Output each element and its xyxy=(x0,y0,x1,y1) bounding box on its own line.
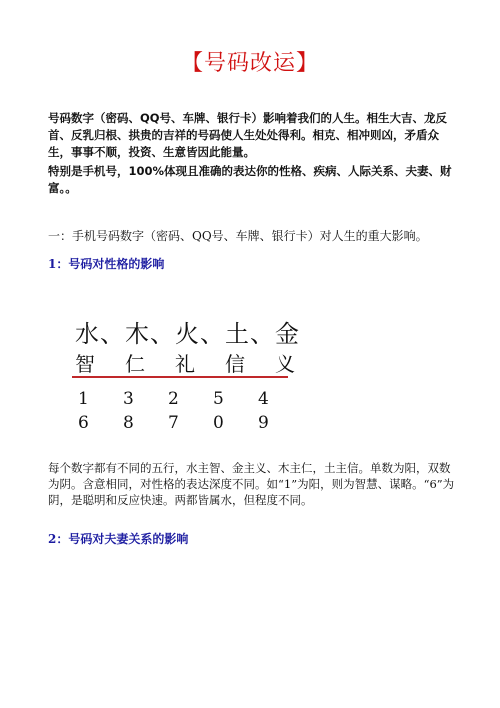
subheading-marriage: 2：号码对夫妻关系的影响 xyxy=(48,532,189,546)
number-cell: 5 xyxy=(213,389,224,409)
subheading-personality: 1：号码对性格的影响 xyxy=(48,257,165,271)
number-cell: 9 xyxy=(258,413,269,433)
number-cell: 1 xyxy=(78,389,89,409)
number-cell: 0 xyxy=(213,413,224,433)
number-cell: 2 xyxy=(168,389,179,409)
intro-paragraph-2: 特别是手机号，100%体现且准确的表达你的性格、疾病、人际关系、夫妻、财富。。 xyxy=(48,164,452,195)
body-paragraph: 每个数字都有不同的五行，水主智、金主义、木主仁，土主信。单数为阳，双数为阴。含意相同，对性格的表达深度不同。如“1”为阳，则为智慧、谋略。“6”为阴，是聪明和反应快速。两都皆属水，但程度不同。 xyxy=(48,461,455,507)
number-cell: 7 xyxy=(168,413,179,433)
section-heading-1: 一：手机号码数字（密码、QQ号、车牌、银行卡）对人生的重大影响。 xyxy=(48,229,428,243)
number-row-even xyxy=(78,413,278,437)
number-cell: 3 xyxy=(123,389,134,409)
intro-paragraph-1: 号码数字（密码、QQ号、车牌、银行卡）影响着我们的人生。相生大吉、龙反首、反乳归根、拱贵的吉祥的号码使人生处处得利。相克、相冲则凶，矛盾众生，事事不顺，投资、生意皆因此能量。 xyxy=(48,111,448,159)
number-grid xyxy=(78,389,278,437)
number-cell: 4 xyxy=(258,389,269,409)
virtue-item: 智 xyxy=(75,352,95,376)
virtue-item: 义 xyxy=(275,352,295,376)
figure-divider xyxy=(72,376,288,378)
virtue-item: 礼 xyxy=(175,352,195,376)
elements-row: 水、木、火、土、金 xyxy=(75,320,300,348)
number-row-odd xyxy=(78,389,278,413)
number-cell: 8 xyxy=(123,413,134,433)
virtue-item: 信 xyxy=(225,352,245,376)
virtues-row xyxy=(75,348,295,377)
number-cell: 6 xyxy=(78,413,89,433)
virtue-item: 仁 xyxy=(125,352,145,376)
page-title: 【号码改运】 xyxy=(180,51,319,76)
